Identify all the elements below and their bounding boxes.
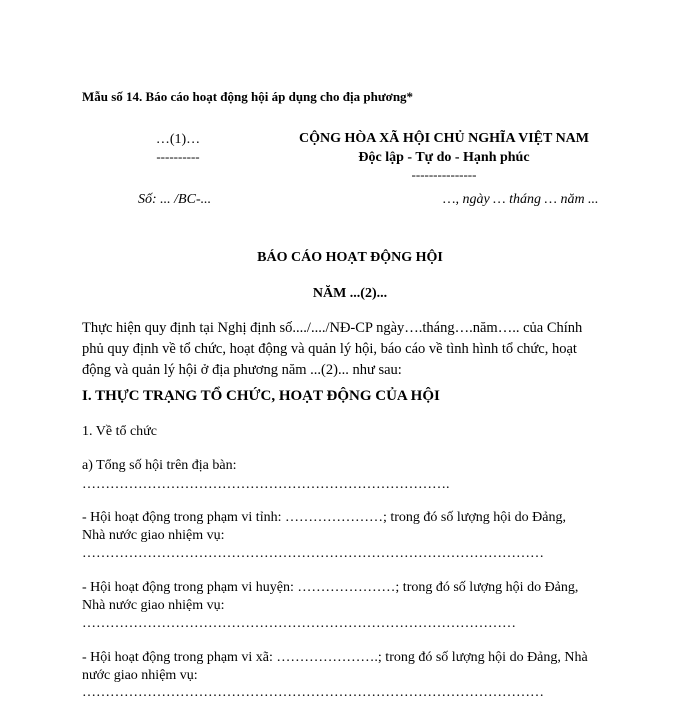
intro-paragraph: [82, 318, 622, 381]
issuing-organization: …(1)…: [155, 132, 201, 147]
district-dots: …………………………………………………………………………………: [82, 616, 516, 631]
intro-line-1: Thực hiện quy định tại Nghị định số..../..../NĐ-CP ngày….tháng….năm….. của Chính: [82, 320, 583, 336]
province-associations-line: - Hội hoạt động trong phạm vi tỉnh: …………………; trong đó số lượng hội do Đảng,: [82, 510, 566, 525]
nation-name: CỘNG HÒA XÃ HỘI CHỦ NGHĨA VIỆT NAM: [298, 131, 589, 146]
date-line: …, ngày … tháng … năm ...: [443, 192, 599, 207]
commune-assigned-label: nước giao nhiệm vụ:: [82, 668, 198, 683]
section-heading: I. THỰC TRẠNG TỔ CHỨC, HOẠT ĐỘNG CỦA HỘI: [82, 388, 440, 404]
left-header-rule: ----------: [156, 149, 200, 164]
item-a-dots: …………………………………………………………………….: [82, 477, 450, 492]
province-dots: ………………………………………………………………………………………: [82, 546, 544, 561]
intro-line-3: động và quản lý hội ở địa phương năm ...(2)... như sau:: [82, 362, 402, 378]
motto-rule: ---------------: [411, 167, 477, 182]
report-year: NĂM ...(2)...: [312, 286, 388, 301]
province-assigned-label: Nhà nước giao nhiệm vụ:: [82, 528, 225, 543]
district-associations-line: - Hội hoạt động trong phạm vi huyện: …………………; trong đó số lượng hội do Đảng,: [82, 580, 579, 595]
commune-associations-line: - Hội hoạt động trong phạm vi xã: ………………….; trong đó số lượng hội do Đảng, Nhà: [82, 650, 588, 665]
national-motto: Độc lập - Tự do - Hạnh phúc: [358, 150, 530, 165]
document-number: Số: ... /BC-...: [138, 192, 212, 207]
commune-dots: ………………………………………………………………………………………: [82, 685, 544, 700]
form-title: Mẫu số 14. Báo cáo hoạt động hội áp dụng cho địa phương*: [82, 89, 414, 104]
intro-line-2: phủ quy định về tổ chức, hoạt động và quản lý hội, báo cáo về tình hình tổ chức, hoạt: [82, 341, 577, 357]
district-assigned-label: Nhà nước giao nhiệm vụ:: [82, 598, 225, 613]
report-title: BÁO CÁO HOẠT ĐỘNG HỘI: [257, 250, 443, 265]
subsection-organization: 1. Về tổ chức: [82, 424, 157, 439]
item-a-label: a) Tổng số hội trên địa bàn:: [82, 458, 237, 473]
